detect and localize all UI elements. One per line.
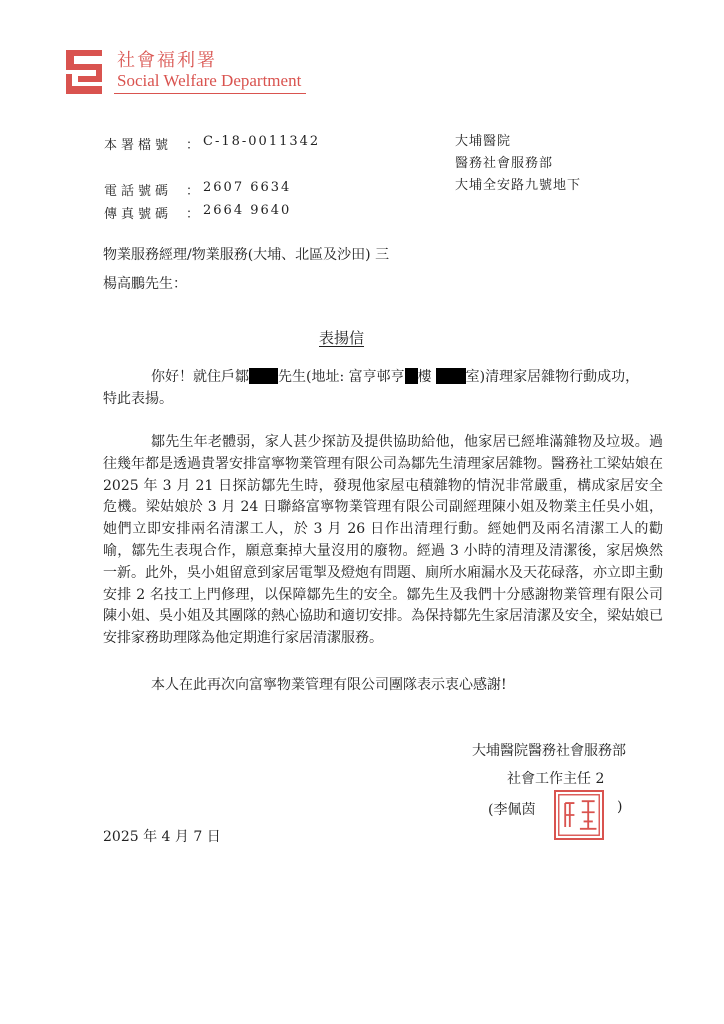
signature-name-open: (李佩茵 (488, 802, 536, 818)
recipient-name: 楊高鵬先生： (103, 276, 187, 292)
fax-label: 傳真號碼 (104, 207, 173, 222)
logo-english-name: Social Welfare Department (117, 71, 302, 90)
paragraph-3: 本人在此再次向富寧物業管理有限公司團隊表示衷心感謝! (151, 677, 507, 693)
logo-divider (114, 93, 306, 94)
ref-value: C-18-0011342 (203, 134, 321, 149)
letter-heading: 表揚信 (319, 329, 365, 347)
paragraph-1-line-1 (151, 367, 639, 388)
paragraph-1-line-2: 特此表揚。 (103, 391, 173, 407)
tel-value: 2607 6634 (203, 180, 292, 195)
seal-stamp-icon (554, 790, 604, 840)
letter-date: 2025 年 4 月 7 日 (103, 829, 221, 845)
fax-colon: ： (186, 207, 202, 222)
recipient-title: 物業服務經理/物業服務(大埔、北區及沙田) 三 (103, 247, 390, 263)
signature-department: 大埔醫院醫務社會服務部 (472, 743, 626, 759)
signature-role: 社會工作主任 2 (507, 771, 605, 787)
redaction-block (405, 368, 418, 384)
p1-text-c: 樓 (417, 369, 432, 385)
tel-label: 電話號碼 (104, 184, 173, 199)
address-line-3: 大埔全安路九號地下 (455, 178, 582, 193)
redaction-block (249, 368, 278, 384)
logo-chinese-name: 社會福利署 (117, 50, 217, 71)
redaction-block (436, 368, 466, 384)
p1-text-b: 先生(地址: 富亨邨亨 (278, 369, 405, 385)
ref-colon: ： (186, 138, 202, 153)
address-line-2: 醫務社會服務部 (455, 156, 554, 171)
tel-colon: ： (186, 184, 202, 199)
ref-label: 本署檔號 (104, 138, 173, 153)
signature-name-close: ) (617, 799, 623, 815)
paragraph-2: 鄒先生年老體弱，家人甚少探訪及提供協助給他，他家居已經堆滿雜物及垃圾。過往幾年都是透過貴署安排富寧物業管理有限公司為鄒先生清理家居雜物。醫務社工梁姑娘在 2025 年 3 月 21 日探訪鄒先生時，發現他家屋屯積雜物的情況非常嚴重，構成家居安全危機。梁姑娘於 3 月 24 日聯絡富寧物業管理有限公司副經理陳小姐及物業主任吳小姐，她們立即安排兩名清潔工人，於 3 月 26 日作出清理行動。經她們及兩名清潔工人的勸喻，鄒先生表現合作，願意棄掉大量沒用的廢物。經過 3 小時的清理及清潔後，家居煥然一新。此外，吳小姐留意到家居電掣及燈炮有問題、廁所水廂漏水及天花碌落，亦立即主動安排 2 名技工上門修理，以保障鄒先生的安全。鄒先生及我們十分感謝物業管理有限公司陳小姐、吳小姐及其團隊的熱心協助和適切安排。為保持鄒先生家居清潔及安全，梁姑娘已安排家務助理隊為他定期進行家居清潔服務。 (103, 434, 663, 647)
swd-logo-icon (62, 42, 106, 100)
fax-value: 2664 9640 (203, 203, 292, 218)
address-line-1: 大埔醫院 (455, 134, 512, 149)
p1-text-a: 你好！就住戶鄒 (151, 369, 249, 385)
p1-text-d: 室)清理家居雜物行動成功， (465, 369, 640, 385)
